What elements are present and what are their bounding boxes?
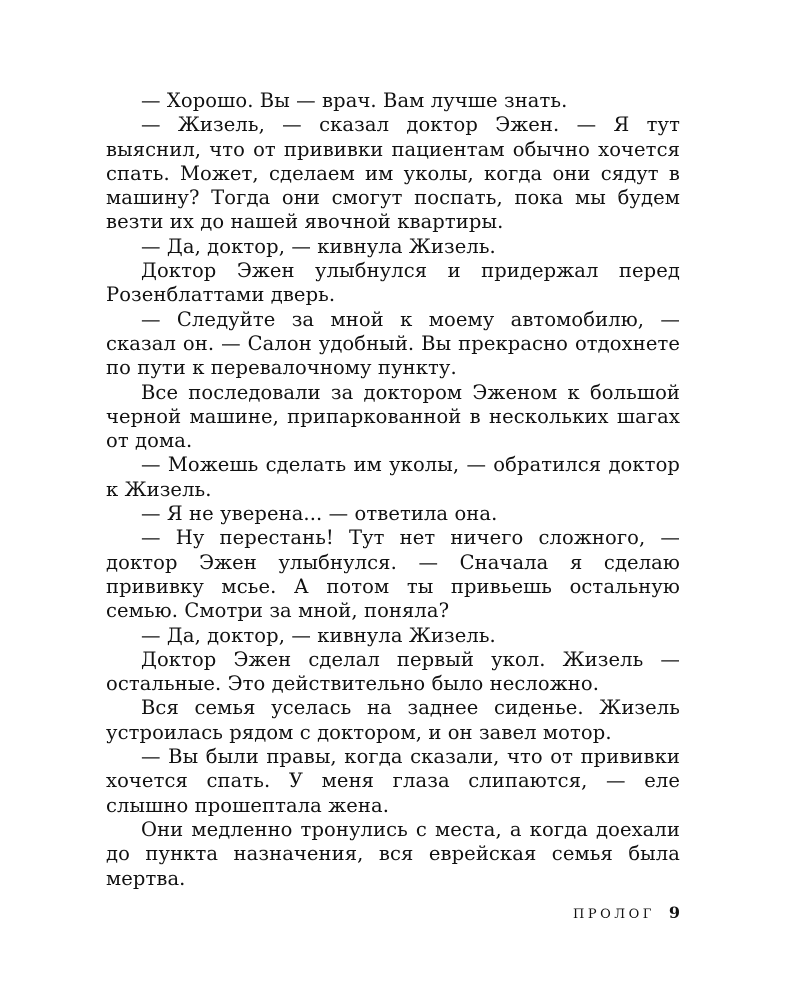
running-head: ПРОЛОГ [573, 907, 655, 922]
paragraph: — Можешь сделать им уколы, — обратился доктор к Жизель. [106, 453, 680, 501]
paragraph: Доктор Эжен улыбнулся и придержал перед Розенблаттами дверь. [106, 259, 680, 307]
paragraph: — Следуйте за мной к моему автомобилю, — сказал он. — Салон удобный. Вы прекрасно отдохнете по пути к перевалочному пункту. [106, 307, 680, 380]
paragraph: Доктор Эжен сделал первый укол. Жизель — остальные. Это действительно было несложно. [106, 647, 680, 696]
paragraph: — Хорошо. Вы — врач. Вам лучше знать. [141, 89, 568, 112]
paragraph: — Да, доктор, — кивнула Жизель. [141, 234, 496, 258]
paragraph: Они медленно тронулись с места, а когда доехали до пункта назначения, вся еврейская семья была мертва. [106, 817, 680, 890]
paragraph: — Вы были правы, когда сказали, что от прививки хочется спать. У меня глаза слипаются, — еле слышно прошептала жена. [106, 745, 680, 817]
body-text [106, 89, 680, 891]
paragraph: — Да, доктор, — кивнула Жизель. [141, 623, 496, 647]
paragraph: Все последовали за доктором Эженом к большой черной машине, припаркованной в нескольких шагах от дома. [106, 380, 680, 453]
page-footer [573, 903, 680, 922]
page-number: 9 [668, 903, 680, 922]
paragraph: — Ну перестань! Тут нет ничего сложного, — доктор Эжен улыбнулся. — Сначала я сделаю прививку мсье. А потом ты привьешь остальную семью. Смотри за мной, поняла? [106, 526, 680, 623]
paragraph: — Я не уверена... — ответила она. [141, 502, 498, 526]
paragraph: — Жизель, — сказал доктор Эжен. — Я тут выяснил, что от прививки пациентам обычно хочется спать. Может, сделаем им уколы, когда они сядут в машину? Тогда они смогут поспать, пока мы будем везти их до нашей явочной квартиры. [106, 113, 680, 234]
paragraph: Вся семья уселась на заднее сиденье. Жизель устроилась рядом с доктором, и он завел мотор. [106, 696, 680, 744]
